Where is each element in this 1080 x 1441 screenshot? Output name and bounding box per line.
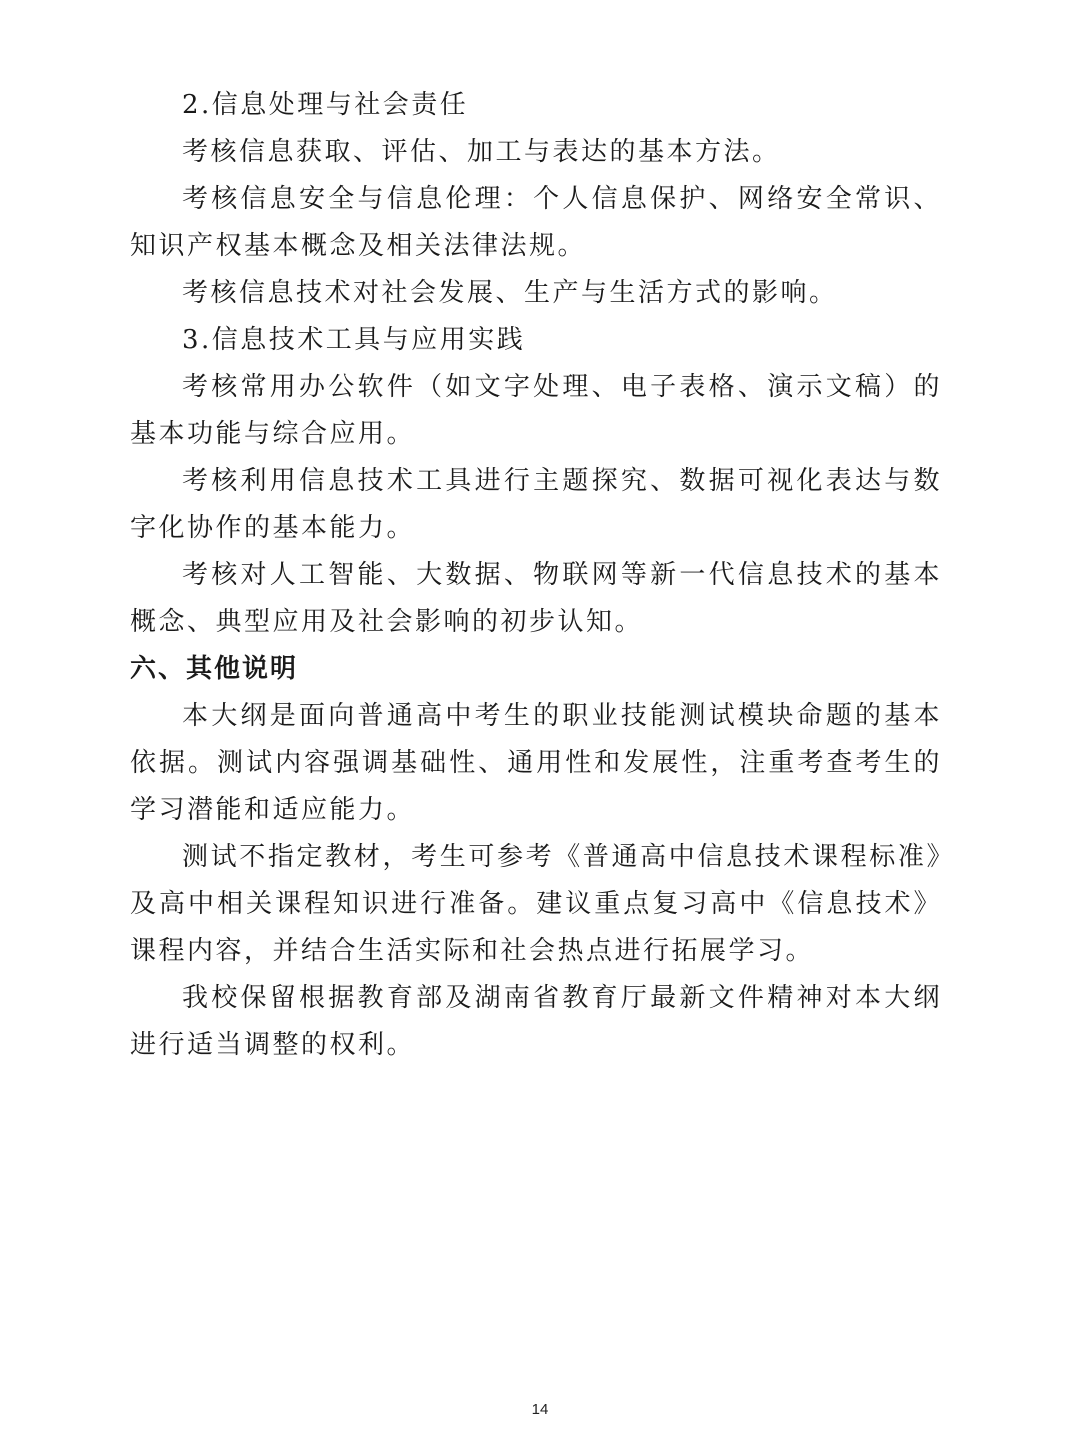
section-heading-other-notes: 六、其他说明 bbox=[130, 654, 299, 684]
paragraph: 考核信息技术对社会发展、生产与生活方式的影响。 bbox=[182, 278, 838, 308]
document-body bbox=[130, 82, 942, 1069]
paragraph: 考核信息安全与信息伦理：个人信息保护、网络安全常识、知识产权基本概念及相关法律法规。 bbox=[130, 184, 942, 261]
subheading-info-processing: 2.信息处理与社会责任 bbox=[182, 90, 469, 120]
paragraph: 考核对人工智能、大数据、物联网等新一代信息技术的基本概念、典型应用及社会影响的初步认知。 bbox=[130, 560, 942, 637]
paragraph: 测试不指定教材，考生可参考《普通高中信息技术课程标准》及高中相关课程知识进行准备。建议重点复习高中《信息技术》课程内容，并结合生活实际和社会热点进行拓展学习。 bbox=[130, 842, 942, 966]
paragraph: 考核信息获取、评估、加工与表达的基本方法。 bbox=[182, 137, 781, 167]
paragraph: 考核利用信息技术工具进行主题探究、数据可视化表达与数字化协作的基本能力。 bbox=[130, 466, 942, 543]
page-number: 14 bbox=[531, 1401, 549, 1418]
paragraph: 我校保留根据教育部及湖南省教育厅最新文件精神对本大纲进行适当调整的权利。 bbox=[130, 983, 942, 1060]
paragraph: 本大纲是面向普通高中考生的职业技能测试模块命题的基本依据。测试内容强调基础性、通用性和发展性，注重考查考生的学习潜能和适应能力。 bbox=[130, 701, 942, 825]
paragraph: 考核常用办公软件（如文字处理、电子表格、演示文稿）的基本功能与综合应用。 bbox=[130, 372, 942, 449]
subheading-tools-practice: 3.信息技术工具与应用实践 bbox=[182, 325, 526, 355]
